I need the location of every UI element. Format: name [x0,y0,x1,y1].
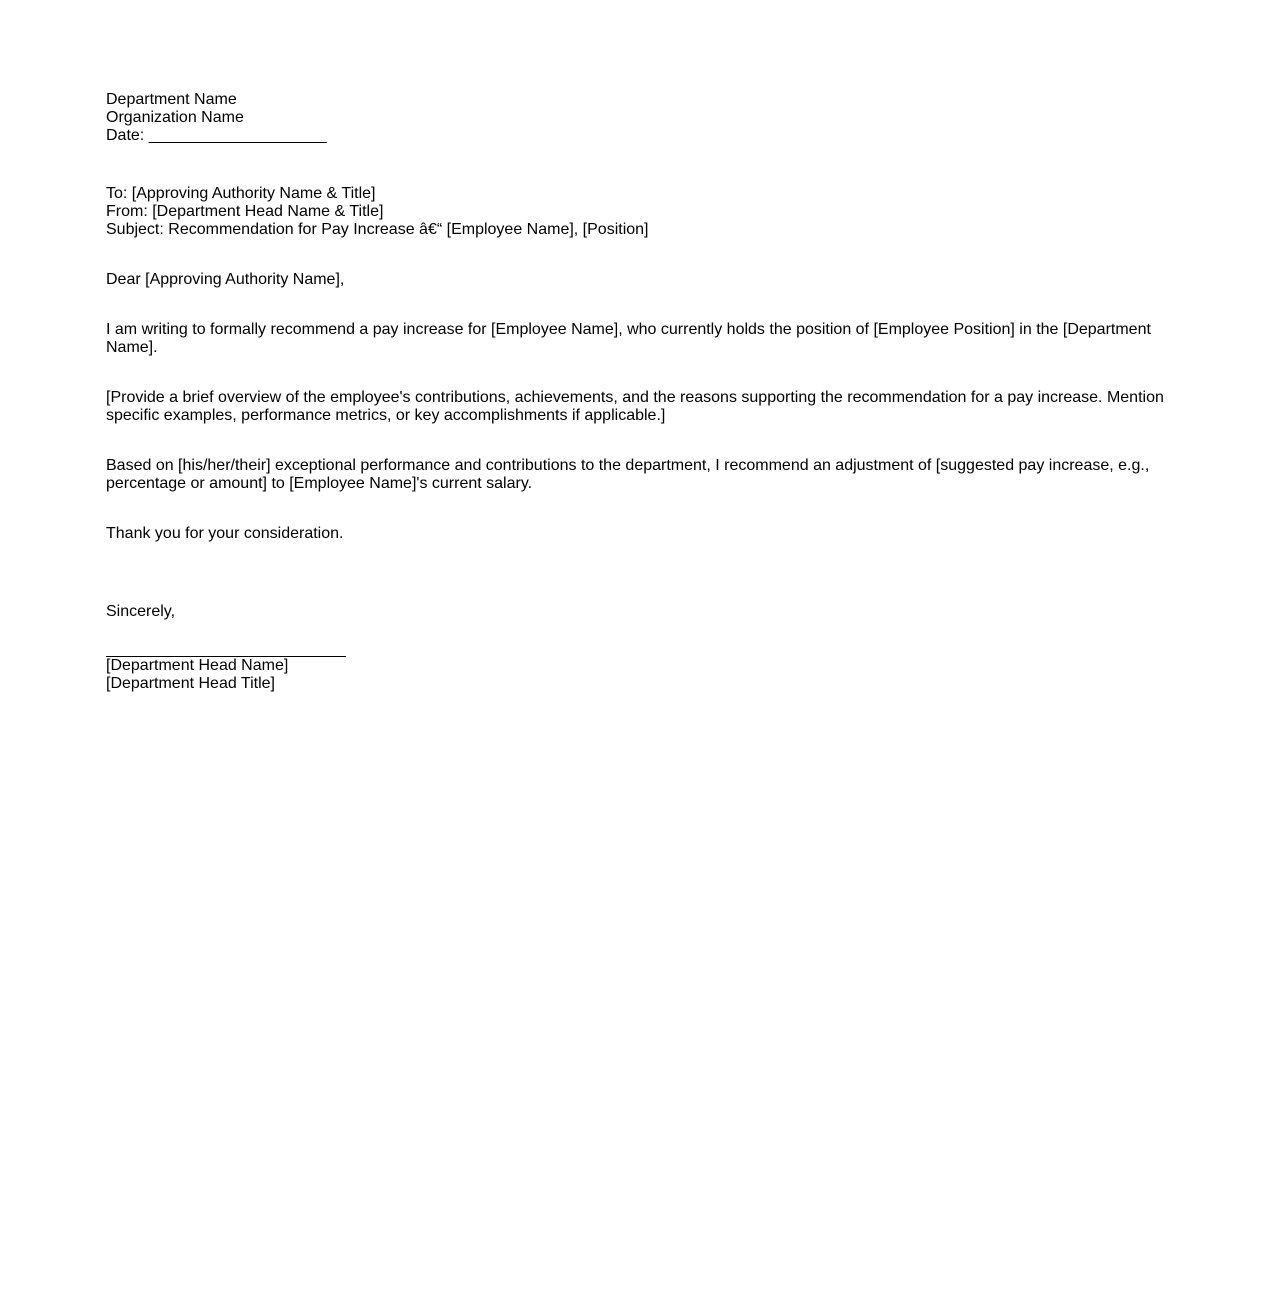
signer-title: [Department Head Title] [106,675,275,692]
salutation: Dear [Approving Authority Name], [106,271,345,288]
date-label: Date: [106,127,149,144]
memo-header [106,185,1176,239]
sign-off: Sincerely, [106,603,176,620]
memo-to: To: [Approving Authority Name & Title] [106,185,376,202]
body-paragraph-1: I am writing to formally recommend a pay increase for [Employee Name], who currently holds the position of [Employee Position] in the [Department Name]. [106,321,1151,356]
signature-block [106,657,1176,693]
body-paragraph-2: [Provide a brief overview of the employee's contributions, achievements, and the reasons supporting the recommendation for a pay increase. Mention specific examples, performance metrics, or key accomplishments if applicable.] [106,389,1164,424]
letterhead [106,91,1176,145]
date-line [106,127,1176,145]
date-blank: ____________________ [148,127,327,144]
memo-from: From: [Department Head Name & Title] [106,203,384,220]
thanks-line: Thank you for your consideration. [106,525,344,542]
signer-name: [Department Head Name] [106,657,289,674]
department-name: Department Name [106,91,237,108]
memo-subject: Subject: Recommendation for Pay Increase â€“ [Employee Name], [Position] [106,221,649,238]
organization-name: Organization Name [106,109,244,126]
body-paragraph-3: Based on [his/her/their] exceptional performance and contributions to the department, I recommend an adjustment of [suggested pay increase, e.g., percentage or amount] to [Employee Name]'s current salary. [106,457,1150,492]
